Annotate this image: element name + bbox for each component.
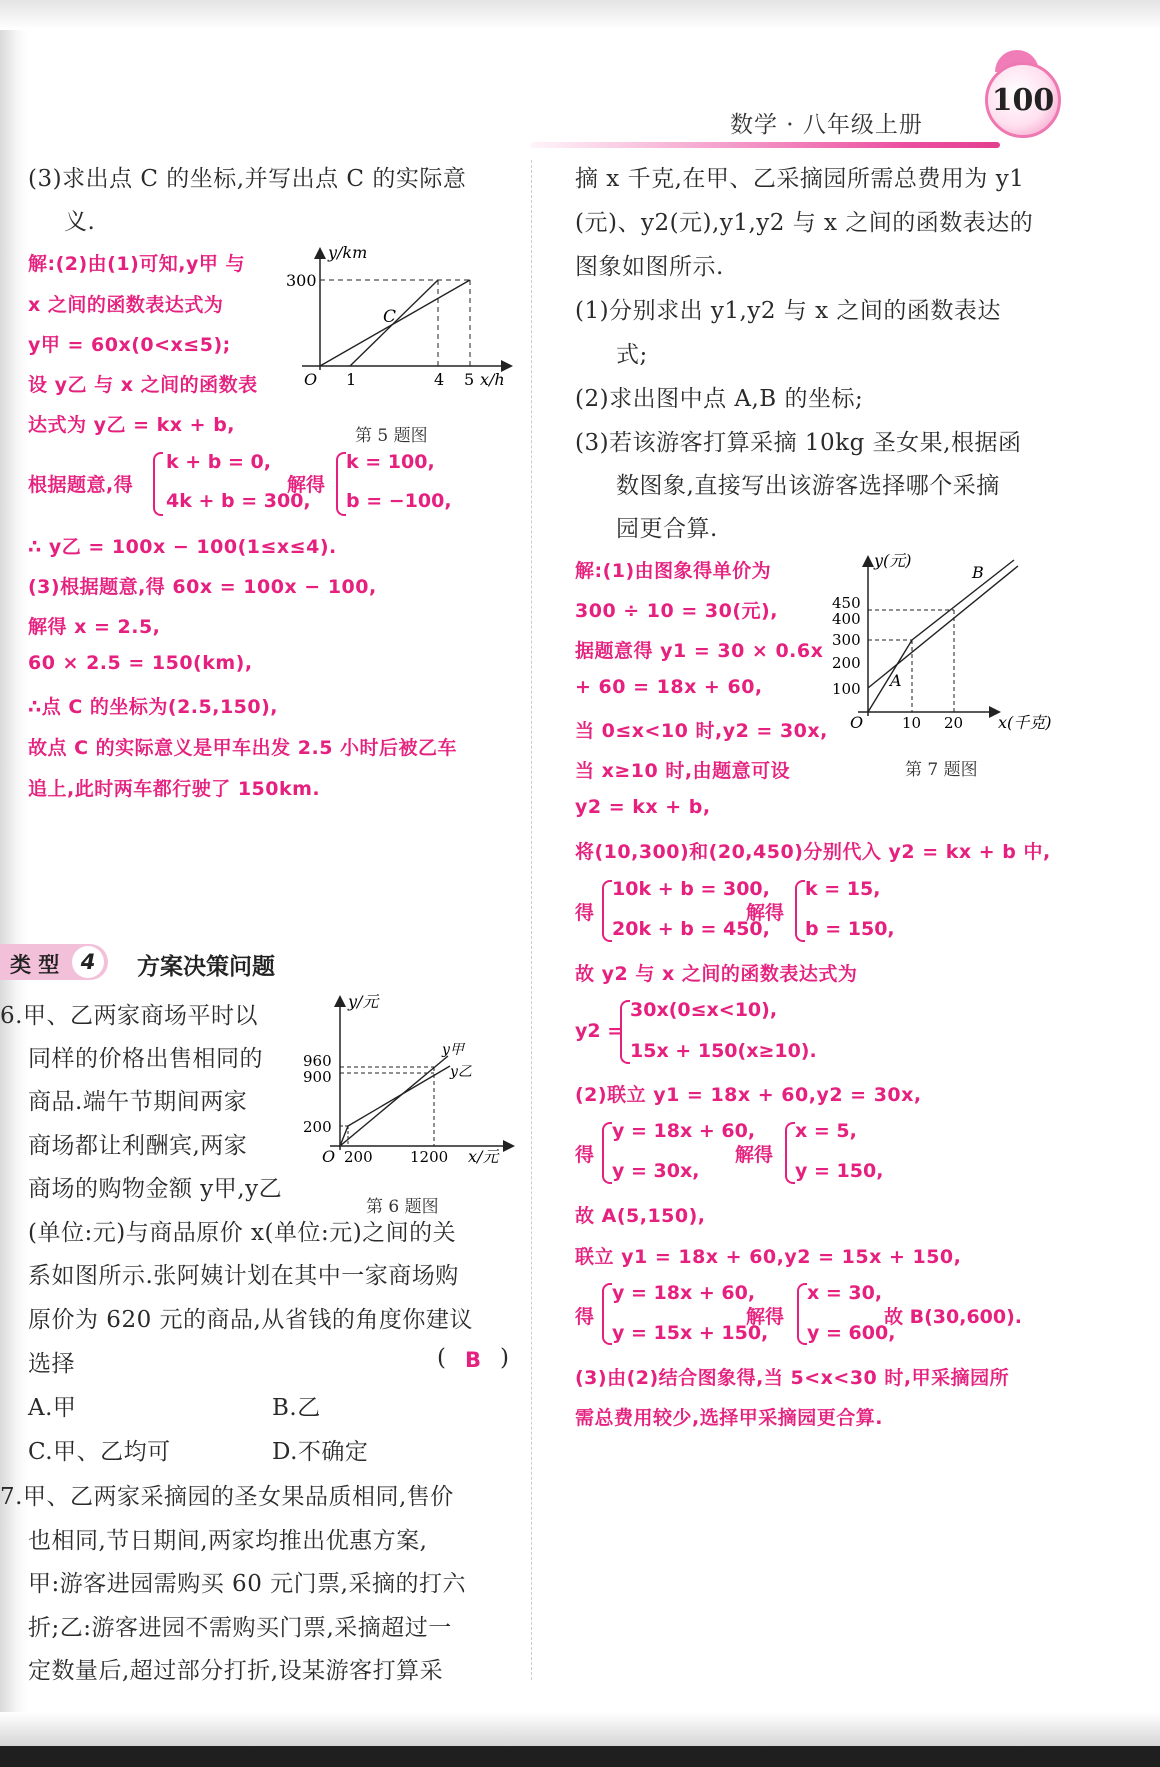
- sol7-point-b: 故 B(30,600).: [884, 1306, 1023, 1328]
- sol7-system: y = 150,: [795, 1160, 884, 1182]
- sol7-solve-label: 解得: [746, 902, 785, 924]
- fig7-x-label: x(千克): [998, 713, 1052, 732]
- q6-line: 选择: [28, 1351, 75, 1377]
- fig5-point-c: C: [383, 307, 397, 327]
- sol7-system: k = 15,: [805, 878, 881, 900]
- sol7-system: 20k + b = 450,: [612, 918, 770, 940]
- q7-line: 数图象,直接写出该游客选择哪个采摘: [616, 473, 1000, 499]
- q7-line: 式;: [616, 342, 648, 368]
- sol5-system: k + b = 0,: [166, 451, 271, 473]
- figure-5: [282, 240, 522, 440]
- fig5-tick: 1: [346, 370, 357, 389]
- q6-line: 商品.端午节期间两家: [28, 1089, 248, 1115]
- sol5-line: 解:(2)由(1)可知,y甲 与: [28, 253, 245, 275]
- fig7-point-a: A: [890, 671, 902, 690]
- q7-line: (3)若该游客打算采摘 10kg 圣女果,根据函: [575, 430, 1022, 456]
- fig7-point-b: B: [972, 563, 984, 582]
- q6-line: 同样的价格出售相同的: [28, 1046, 263, 1072]
- q7-line: 定数量后,超过部分打折,设某游客打算采: [28, 1658, 444, 1684]
- fig6-label-jia: y甲: [442, 1042, 464, 1058]
- sol7-de: 得: [575, 1144, 595, 1166]
- sol5-solve-label: 解得: [287, 474, 326, 496]
- sol7-line: 300 ÷ 10 = 30(元),: [575, 600, 778, 622]
- section-title: 方案决策问题: [137, 954, 275, 980]
- sol7-de: 得: [575, 902, 595, 924]
- sol7-line: 联立 y1 = 18x + 60,y2 = 15x + 150,: [575, 1246, 962, 1268]
- sol7-system: y = 30x,: [612, 1160, 700, 1182]
- sol7-system: 10k + b = 300,: [612, 878, 770, 900]
- sol7-line: 故 A(5,150),: [575, 1205, 706, 1227]
- q6-answer-close: ): [500, 1345, 510, 1371]
- fig6-origin: O: [322, 1147, 336, 1166]
- q7-line: (2)求出图中点 A,B 的坐标;: [575, 386, 864, 412]
- header-rule: [530, 142, 1000, 148]
- q6-line: 系如图所示.张阿姨计划在其中一家商场购: [28, 1263, 459, 1289]
- sol5-line: 故点 C 的实际意义是甲车出发 2.5 小时后被乙车: [28, 737, 458, 759]
- page-number: 100: [985, 62, 1061, 138]
- sol7-line: 故 y2 与 x 之间的函数表达式为: [575, 963, 858, 985]
- sol7-brace: [785, 1122, 795, 1184]
- sol7-line: 解:(1)由图象得单价为: [575, 560, 772, 582]
- section-tag-number: 4: [72, 946, 104, 978]
- fig7-tick: 400: [832, 610, 861, 628]
- fig5-y-label: y/km: [328, 243, 368, 262]
- sol7-system: y = 18x + 60,: [612, 1120, 756, 1142]
- fig5-tick: 5: [464, 370, 475, 389]
- sol5-line: 60 × 2.5 = 150(km),: [28, 652, 253, 674]
- q5-part3-line2: 义.: [64, 209, 96, 235]
- figure-6: [300, 990, 520, 1180]
- q7-line: 也相同,节日期间,两家均推出优惠方案,: [28, 1528, 428, 1554]
- sol5-line: ∴ y乙 = 100x − 100(1≤x≤4).: [28, 536, 337, 558]
- fig5-x-label: x/h: [480, 370, 505, 389]
- page-bottom-shadow: [0, 1712, 1160, 1746]
- sol5-line: x 之间的函数表达式为: [28, 294, 224, 316]
- fig5-origin: O: [304, 370, 318, 389]
- q6-line: (单位:元)与商品原价 x(单位:元)之间的关: [28, 1220, 457, 1246]
- sol7-brace: [797, 1283, 807, 1345]
- q6-line: 商场的购物金额 y甲,y乙: [28, 1176, 283, 1202]
- sol5-system: 4k + b = 300,: [166, 490, 311, 512]
- sol7-line: 当 0≤x<10 时,y2 = 30x,: [575, 720, 828, 742]
- fig5-tick: 300: [286, 271, 317, 290]
- fig7-y-label: y(元): [874, 551, 912, 570]
- sol7-system: y = 600,: [807, 1322, 896, 1344]
- fig7-tick: 100: [832, 680, 861, 698]
- q7-line: 图象如图所示.: [575, 254, 724, 280]
- fig6-line-jia: [340, 1056, 448, 1146]
- fig6-tick: 200: [344, 1148, 373, 1166]
- fig6-tick: 960: [303, 1052, 332, 1070]
- q7-line: 园更合算.: [616, 516, 718, 542]
- column-divider: [531, 160, 533, 1680]
- sol7-system: y = 15x + 150,: [612, 1322, 769, 1344]
- sol7-de: 得: [575, 1306, 595, 1328]
- q6-option-b: B.乙: [272, 1395, 321, 1421]
- q6-answer: B: [465, 1348, 482, 1372]
- sol5-line: 根据题意,得: [28, 474, 134, 496]
- sol7-line: (2)联立 y1 = 18x + 60,y2 = 30x,: [575, 1084, 922, 1106]
- fig5-caption: 第 5 题图: [355, 426, 428, 446]
- sol7-brace: [620, 1000, 630, 1064]
- page-bottom-bar: [0, 1746, 1160, 1767]
- sol7-brace: [602, 1122, 612, 1184]
- sol7-solve-label: 解得: [746, 1306, 785, 1328]
- sol7-line: (3)由(2)结合图象得,当 5<x<30 时,甲采摘园所: [575, 1367, 1010, 1389]
- q6-answer-open: (: [437, 1345, 447, 1371]
- fig5-tick: 4: [434, 370, 445, 389]
- section-tag-label: 类 型: [10, 953, 60, 977]
- sol5-system: k = 100,: [346, 451, 435, 473]
- sol7-line: + 60 = 18x + 60,: [575, 676, 763, 698]
- q6-option-d: D.不确定: [272, 1439, 369, 1465]
- page-top-shadow: [0, 0, 1160, 30]
- sol5-line: 追上,此时两车都行驶了 150km.: [28, 778, 321, 800]
- sol7-line: 需总费用较少,选择甲采摘园更合算.: [575, 1407, 883, 1429]
- sol5-system: b = −100,: [346, 490, 452, 512]
- sol5-line: 设 y乙 与 x 之间的函数表: [28, 374, 258, 396]
- q7-line: 折;乙:游客进园不需购买门票,采摘超过一: [28, 1615, 452, 1641]
- sol7-y2-eq: y2 =: [575, 1020, 624, 1042]
- sol7-line: 据题意得 y1 = 30 × 0.6x: [575, 640, 824, 662]
- fig7-tick: 300: [832, 631, 861, 649]
- q5-part3-line1: (3)求出点 C 的坐标,并写出点 C 的实际意: [28, 166, 467, 192]
- section-type-tag: [0, 944, 108, 980]
- sol7-solve-label: 解得: [735, 1144, 774, 1166]
- sol7-brace: [795, 880, 805, 942]
- fig6-tick: 900: [303, 1068, 332, 1086]
- q6-line: 原价为 620 元的商品,从省钱的角度你建议: [28, 1307, 473, 1333]
- sol7-system: x = 30,: [807, 1282, 883, 1304]
- sol7-line: y2 = kx + b,: [575, 796, 711, 818]
- fig7-line-y1: [868, 566, 1018, 688]
- sol7-line: 将(10,300)和(20,450)分别代入 y2 = kx + b 中,: [575, 841, 1051, 863]
- sol5-brace: [153, 452, 163, 516]
- sol7-line: 当 x≥10 时,由题意可设: [575, 760, 791, 782]
- sol7-brace: [602, 1283, 612, 1345]
- q7-line: (元)、y2(元),y1,y2 与 x 之间的函数表达的: [575, 210, 1034, 236]
- sol7-piecewise: 30x(0≤x<10),: [630, 999, 778, 1021]
- fig6-tick: 200: [303, 1118, 332, 1136]
- sol7-system: b = 150,: [805, 918, 895, 940]
- sol5-line: y甲 = 60x(0<x≤5);: [28, 334, 231, 356]
- q7-line: (1)分别求出 y1,y2 与 x 之间的函数表达: [575, 298, 1001, 324]
- fig7-tick: 10: [902, 714, 922, 732]
- q6-line: 6.甲、乙两家商场平时以: [0, 1003, 258, 1029]
- sol5-brace: [336, 452, 346, 516]
- fig6-y-label: y/元: [348, 992, 379, 1011]
- sol7-system: x = 5,: [795, 1120, 857, 1142]
- q7-line: 7.甲、乙两家采摘园的圣女果品质相同,售价: [0, 1484, 454, 1510]
- sol5-line: 达式为 y乙 = kx + b,: [28, 414, 236, 436]
- fig6-caption: 第 6 题图: [366, 1197, 439, 1217]
- q6-option-a: A.甲: [28, 1395, 77, 1421]
- q6-option-c: C.甲、乙均可: [28, 1439, 171, 1465]
- fig7-caption: 第 7 题图: [905, 760, 978, 780]
- fig7-tick: 20: [944, 714, 964, 732]
- fig7-tick: 450: [832, 594, 861, 612]
- q7-line: 摘 x 千克,在甲、乙采摘园所需总费用为 y1: [575, 166, 1025, 192]
- fig6-tick: 1200: [410, 1148, 449, 1166]
- sol7-brace: [602, 880, 612, 942]
- fig7-tick: 200: [832, 654, 861, 672]
- sol5-line: 解得 x = 2.5,: [28, 616, 161, 638]
- q6-line: 商场都让利酬宾,两家: [28, 1133, 248, 1159]
- fig6-label-yi: y乙: [450, 1064, 472, 1080]
- fig6-x-label: x/元: [468, 1147, 499, 1166]
- figure-7: [828, 548, 1064, 748]
- fig7-origin: O: [850, 713, 864, 732]
- header-title: 数学 · 八年级上册: [730, 112, 923, 138]
- q7-line: 甲:游客进园需购买 60 元门票,采摘的打六: [28, 1571, 466, 1597]
- sol7-system: y = 18x + 60,: [612, 1282, 756, 1304]
- sol5-line: ∴点 C 的坐标为(2.5,150),: [28, 696, 279, 718]
- sol7-piecewise: 15x + 150(x≥10).: [630, 1040, 817, 1062]
- sol5-line: (3)根据题意,得 60x = 100x − 100,: [28, 576, 377, 598]
